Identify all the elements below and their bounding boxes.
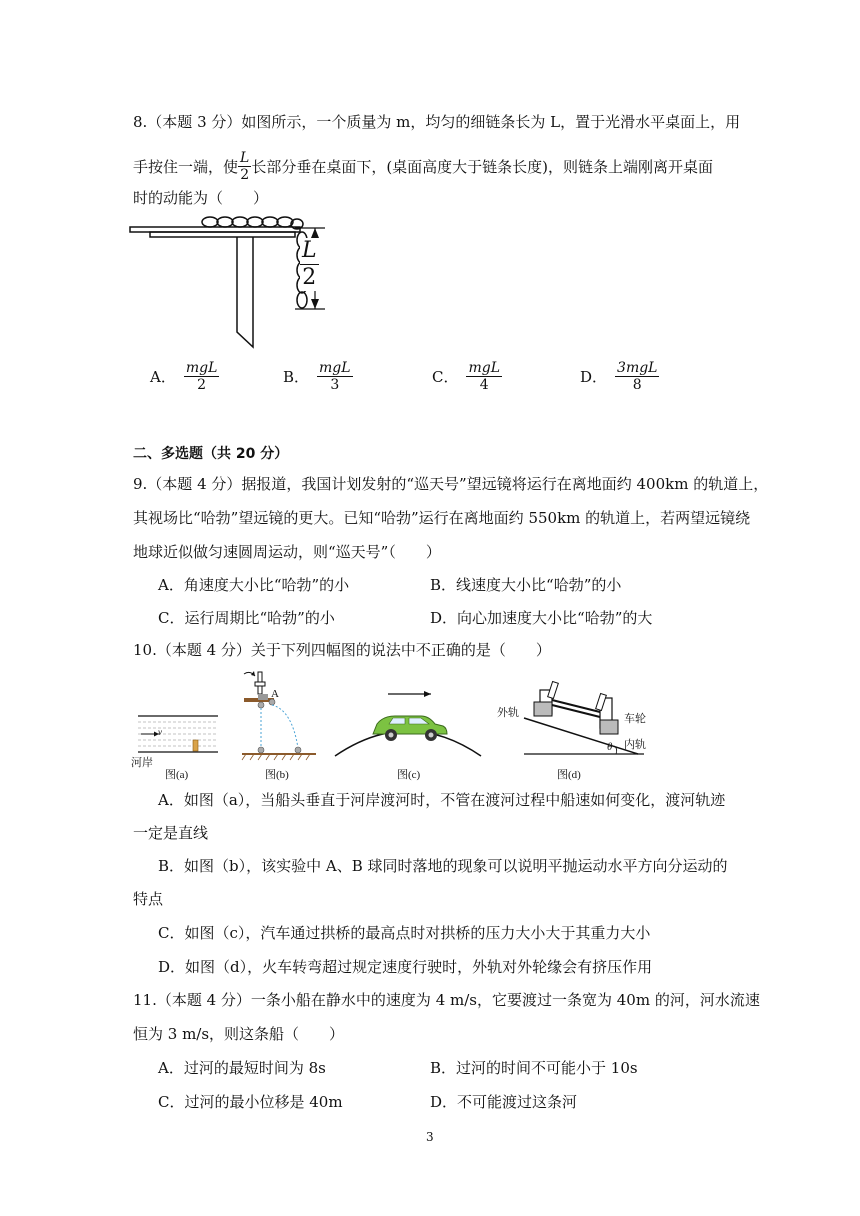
q8-option-b[interactable] (283, 360, 353, 393)
q8-figure-length-label (300, 238, 319, 291)
q8-option-c-letter: C． (432, 368, 459, 386)
q8-option-a-num: mgL (185, 360, 218, 376)
q9-option-c[interactable]: C．运行周期比“哈勃”的小 (158, 609, 335, 627)
q8-option-a[interactable] (150, 360, 219, 393)
q10-figure-d-caption: 图(d) (557, 769, 581, 781)
q8-line3: 时的动能为（ ） (133, 189, 269, 207)
q10-figure-b-caption: 图(b) (265, 769, 289, 781)
q8-option-d[interactable] (580, 360, 659, 393)
q9-line2: 其视场比“哈勃”望远镜的更大。已知“哈勃”运行在离地面约 550km 的轨道上，若两望远镜绕 (133, 509, 751, 527)
q8-option-a-den: 2 (197, 377, 207, 393)
q8-option-a-fraction (184, 360, 220, 393)
q10-figure-a-bank-label: 河岸 (131, 757, 153, 769)
q8-inline-frac-den: 2 (240, 167, 250, 183)
q8-option-c-fraction (466, 360, 502, 393)
q8-option-b-num: mgL (319, 360, 351, 376)
q8-fig-label-den: 2 (302, 265, 317, 290)
section-title-multiple-choice: 二、多选题（共 20 分） (133, 446, 289, 462)
q10-option-b-line1[interactable]: B．如图（b），该实验中 A、B 球同时落地的现象可以说明平抛运动水平方向分运动的 (158, 857, 728, 875)
q8-option-b-letter: B． (283, 368, 310, 386)
q11-line1: 11.（本题 4 分）一条小船在静水中的速度为 4 m/s，它要渡过一条宽为 40m 的河，河水流速 (133, 991, 760, 1009)
q10-figure-d-theta-label: θ (607, 741, 613, 753)
q9-option-b[interactable]: B．线速度大小比“哈勃”的小 (430, 576, 622, 594)
q10-stem: 10.（本题 4 分）关于下列四幅图的说法中不正确的是（ ） (133, 641, 551, 659)
q8-option-d-letter: D． (580, 368, 608, 386)
q8-line2-post: 长部分垂在桌面下，(桌面高度大于链条长度)，则链条上端刚离开桌面 (251, 157, 714, 176)
q8-option-c[interactable] (432, 360, 502, 393)
q8-option-d-num: 3mgL (617, 360, 658, 376)
page-number: 3 (426, 1130, 434, 1144)
q8-option-c-num: mgL (468, 360, 501, 376)
q10-figure-b-apparatus (240, 668, 320, 764)
q10-option-a-line1[interactable]: A．如图（a），当船头垂直于河岸渡河时，不管在渡河过程中船速如何变化，渡河轨迹 (158, 791, 726, 809)
q10-option-d[interactable]: D．如图（d），火车转弯超过规定速度行驶时，外轨对外轮缘会有挤压作用 (158, 958, 653, 976)
q8-option-a-letter: A． (150, 368, 176, 386)
q8-option-b-den: 3 (330, 377, 340, 393)
q8-option-d-den: 8 (632, 377, 642, 393)
q9-option-d[interactable]: D．向心加速度大小比“哈勃”的大 (430, 609, 653, 627)
q9-line3: 地球近似做匀速圆周运动，则“巡天号”（ ） (133, 543, 441, 561)
q8-inline-frac-num: L (240, 150, 250, 166)
q8-line2 (133, 150, 713, 183)
q8-fig-label-num: L (302, 238, 317, 263)
q8-line1: 8.（本题 3 分）如图所示，一个质量为 m，均匀的细链条长为 L，置于光滑水平桌面上，用 (133, 113, 741, 131)
q11-option-c[interactable]: C．过河的最小位移是 40m (158, 1093, 343, 1111)
q8-line2-pre: 手按住一端，使 (133, 157, 239, 176)
q8-option-b-fraction (317, 360, 353, 393)
q10-figure-b-label-a: A (271, 688, 279, 700)
q8-option-c-den: 4 (479, 377, 489, 393)
q10-figure-d-banked-track (520, 678, 670, 760)
q10-figure-c-car-bridge (333, 686, 483, 761)
q10-figure-a-caption: 图(a) (165, 769, 189, 781)
q10-option-a-line2: 一定是直线 (133, 824, 209, 842)
q10-option-b-line2: 特点 (133, 890, 164, 908)
q10-figure-c-caption: 图(c) (397, 769, 421, 781)
q11-line2: 恒为 3 m/s，则这条船（ ） (133, 1025, 345, 1043)
q9-option-a[interactable]: A．角速度大小比“哈勃”的小 (158, 576, 350, 594)
q11-option-b[interactable]: B．过河的时间不可能小于 10s (430, 1059, 638, 1077)
q9-line1: 9.（本题 4 分）据报道，我国计划发射的“巡天号”望远镜将运行在离地面约 400km 的轨道上， (133, 475, 769, 493)
q11-option-d[interactable]: D．不可能渡过这条河 (430, 1093, 578, 1111)
q10-option-c[interactable]: C．如图（c），汽车通过拱桥的最高点时对拱桥的压力大小大于其重力大小 (158, 924, 651, 942)
q10-figure-d-outer-rail-label: 外轨 (497, 707, 519, 719)
q10-figure-d-wheel-label: 车轮 (624, 713, 646, 725)
q8-inline-fraction (238, 150, 251, 183)
q8-option-d-fraction (615, 360, 659, 393)
q10-figure-a-velocity-label: v (158, 727, 162, 737)
q11-option-a[interactable]: A．过河的最短时间为 8s (158, 1059, 326, 1077)
q10-figure-d-inner-rail-label: 内轨 (624, 739, 646, 751)
